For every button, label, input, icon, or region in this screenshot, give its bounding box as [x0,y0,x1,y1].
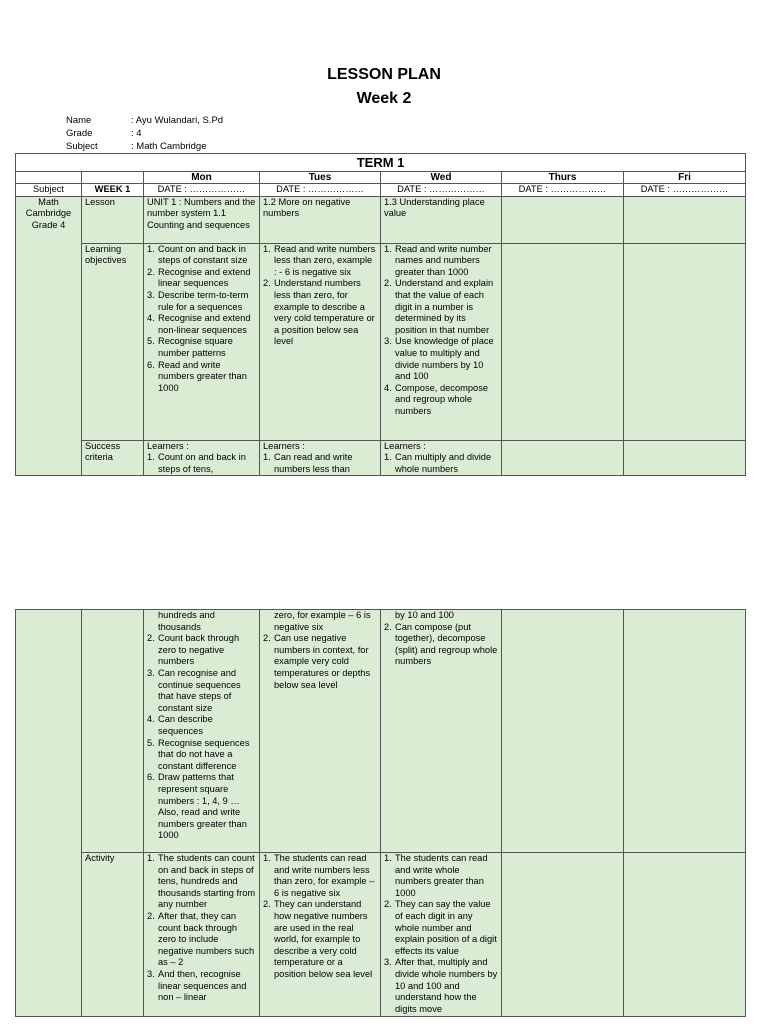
list-item-number: 3. [147,968,155,979]
success-fri [624,440,746,476]
success-tues-continued [260,610,381,853]
list-item-number: 4. [147,313,155,324]
term-header: TERM 1 [16,154,746,172]
list-item-text: Recognise sequences that do not have a constant difference [158,737,250,771]
list-item-text: Count on and back in steps of constant size [158,243,248,266]
list-item [147,452,256,475]
lesson-plan-table [15,153,746,476]
list-item-text: Read and write number names and numbers greater than 1000 [395,243,492,277]
list-item [147,633,256,668]
continued-text: hundreds and thousands [158,610,215,632]
page-subtitle: Week 2 [356,90,412,107]
numbered-list [384,853,498,1015]
success-mon [144,440,260,476]
lesson-wed: 1.3 Understanding place value [381,196,502,243]
list-item-number: 1. [147,452,155,463]
activity-thurs [502,853,624,1017]
list-item-text: Understand numbers less than zero, for example to describe a very cold temperature or a position below sea level [274,278,375,347]
list-item [263,452,377,475]
list-item-number: 1. [384,853,392,863]
list-item-number: 2. [147,633,155,644]
numbered-list [263,633,377,691]
page-title: LESSON PLAN [327,66,441,83]
info-value: : Math Cambridge [131,141,207,152]
list-item [384,244,498,279]
list-item-text: Recognise and extend linear sequences [158,266,251,289]
list-item-number: 2. [384,278,392,289]
subject-header: Subject [16,184,82,197]
list-item [384,336,498,382]
list-item [263,853,377,899]
list-item-text: Use knowledge of place value to multiply and divide numbers by 10 and 100 [395,336,494,382]
numbered-list [147,633,256,842]
list-item [384,957,498,1015]
list-item [147,772,256,842]
numbered-list [384,622,498,668]
list-item-text: Read and write numbers greater than 1000 [158,359,247,393]
subject-cell-continued [16,610,82,1017]
list-item-text: Count on and back in steps of tens, [158,452,246,474]
list-item-text: Count back through zero to negative numbers [158,633,240,667]
list-item-number: 1. [147,243,155,254]
list-item-text: Can recognise and continue sequences that have steps of constant size [158,667,241,713]
list-item-number: 4. [384,382,392,393]
list-item [147,738,256,773]
list-item [263,633,377,691]
week-label: WEEK 1 [82,184,144,197]
success-fri-continued [624,610,746,853]
list-item [147,853,256,911]
date-wed: DATE : ……………… [381,184,502,197]
numbered-list [147,244,256,395]
list-item-text: Can compose (put together), decompose (split) and regroup whole numbers [395,621,498,667]
lesson-fri [624,196,746,243]
list-item-text: Compose, decompose and regroup whole numbers [395,382,489,416]
list-item [147,668,256,714]
list-item-number: 1. [384,243,392,254]
success-wed-continued [381,610,502,853]
date-tues: DATE : ……………… [260,184,381,197]
list-item [263,244,377,279]
list-item-text: Recognise and extend non-linear sequences [158,313,251,335]
list-item-number: 4. [147,714,155,725]
list-item [147,290,256,313]
list-item [384,383,498,418]
list-item [147,360,256,395]
success-tues [260,440,381,476]
list-item [384,278,498,336]
continued-text: by 10 and 100 [395,610,454,620]
numbered-list [147,853,256,1004]
info-row-name [66,114,223,127]
list-item-number: 2. [384,899,392,910]
learners-label: Learners : [147,440,189,451]
learners-label: Learners : [263,440,305,451]
list-item-number: 3. [147,289,155,300]
list-item-text: Can describe sequences [158,714,213,736]
list-item-number: 1. [384,452,392,463]
list-item-number: 2. [263,899,271,910]
row-label-success: Success criteria [82,440,144,476]
list-item-text: They can understand how negative numbers are used in the real world, for example to describe a very cold temperature or a position below sea level [274,899,373,979]
lesson-plan-table-continued [15,609,746,1017]
day-header-fri: Fri [624,172,746,184]
list-item-text: Draw patterns that represent square numbers : 1, 4, 9 … Also, read and write numbers greater than 1000 [158,772,247,841]
list-item [147,267,256,290]
numbered-list [263,244,377,348]
objectives-mon [144,243,260,440]
activity-wed [381,853,502,1017]
info-value: : Ayu Wulandari, S.Pd [131,115,224,126]
list-item-number: 1. [263,452,271,463]
list-item-number: 2. [263,633,271,644]
list-item-number: 1. [263,243,271,254]
list-item-number: 5. [147,737,155,748]
list-item-number: 2. [263,278,271,289]
activity-fri [624,853,746,1017]
objectives-fri [624,243,746,440]
row-label-lesson: Lesson [82,196,144,243]
list-item-text: After that, they can count back through zero to include negative numbers such as – 2 [158,910,255,968]
day-header-tues: Tues [260,172,381,184]
objectives-tues [260,243,381,440]
numbered-list [384,452,498,475]
list-item [147,313,256,336]
list-item-text: Recognise square number patterns [158,336,233,358]
info-label: Grade [66,128,93,139]
success-mon-continued [144,610,260,853]
lesson-mon: UNIT 1 : Numbers and the number system 1.1 Counting and sequences [144,196,260,243]
list-item-text: The students can read and write numbers less than zero, for example – 6 is negative six [274,853,375,898]
empty-cell [16,172,82,184]
lesson-thurs [502,196,624,243]
list-item-text: Read and write numbers less than zero, example : - 6 is negative six [274,243,376,277]
list-item-number: 3. [384,336,392,347]
row-label-success-continued [82,610,144,853]
list-item-text: Can use negative numbers in context, for example very cold temperatures or depths below sea level [274,633,371,690]
list-item [384,853,498,899]
list-item-text: Describe term-to-term rule for a sequences [158,289,249,312]
list-item-text: Can read and write numbers less than [274,452,353,474]
list-item [263,278,377,348]
list-item-text: Can multiply and divide whole numbers [395,452,492,474]
continued-text: zero, for example – 6 is negative six [274,610,371,632]
success-thurs [502,440,624,476]
list-item [147,336,256,359]
row-label-activity: Activity [82,853,144,1017]
objectives-wed [381,243,502,440]
list-item-number: 6. [147,772,155,783]
day-header-mon: Mon [144,172,260,184]
success-wed [381,440,502,476]
numbered-list [263,853,377,981]
list-item-number: 2. [147,266,155,277]
list-item-text: The students can read and write whole numbers greater than 1000 [395,853,488,898]
list-item-text: The students can count on and back in steps of tens, hundreds and thousands starting from any number [158,853,256,910]
info-row-subject [66,140,223,153]
learners-label: Learners : [384,440,426,451]
activity-mon [144,853,260,1017]
list-item-number: 6. [147,359,155,370]
empty-cell [82,172,144,184]
activity-tues [260,853,381,1017]
list-item-number: 3. [384,957,392,968]
subject-cell: Math Cambridge Grade 4 [16,196,82,476]
numbered-list [384,244,498,418]
info-value: : 4 [131,128,142,139]
list-item-number: 5. [147,336,155,347]
date-fri: DATE : ……………… [624,184,746,197]
teacher-info [66,114,223,153]
list-item-text: After that, multiply and divide whole numbers by 10 and 100 and understand how the digits move [395,957,498,1014]
list-item-number: 1. [263,853,271,863]
success-thurs-continued [502,610,624,853]
date-mon: DATE : ……………… [144,184,260,197]
list-item [147,969,256,1004]
list-item-text: And then, recognise linear sequences and non – linear [158,968,247,1003]
date-thurs: DATE : ……………… [502,184,624,197]
info-label: Subject [66,141,98,152]
list-item [384,452,498,475]
objectives-thurs [502,243,624,440]
list-item [147,244,256,267]
day-header-thurs: Thurs [502,172,624,184]
list-item [147,714,256,737]
list-item [263,899,377,980]
row-label-objectives: Learning objectives [82,243,144,440]
list-item-number: 1. [147,853,155,863]
list-item-number: 3. [147,667,155,678]
numbered-list [263,452,377,475]
info-label: Name [66,115,92,126]
list-item-number: 2. [147,910,155,921]
list-item-text: Understand and explain that the value of each digit in a number is determined by its position in that number [395,278,494,335]
day-header-wed: Wed [381,172,502,184]
list-item [147,911,256,969]
list-item-number: 2. [384,621,392,632]
numbered-list [147,452,256,475]
list-item [384,899,498,957]
list-item [384,622,498,668]
list-item-text: They can say the value of each digit in any whole number and explain position of a digit effects its value [395,899,497,956]
info-row-grade [66,127,223,140]
lesson-tues: 1.2 More on negative numbers [260,196,381,243]
